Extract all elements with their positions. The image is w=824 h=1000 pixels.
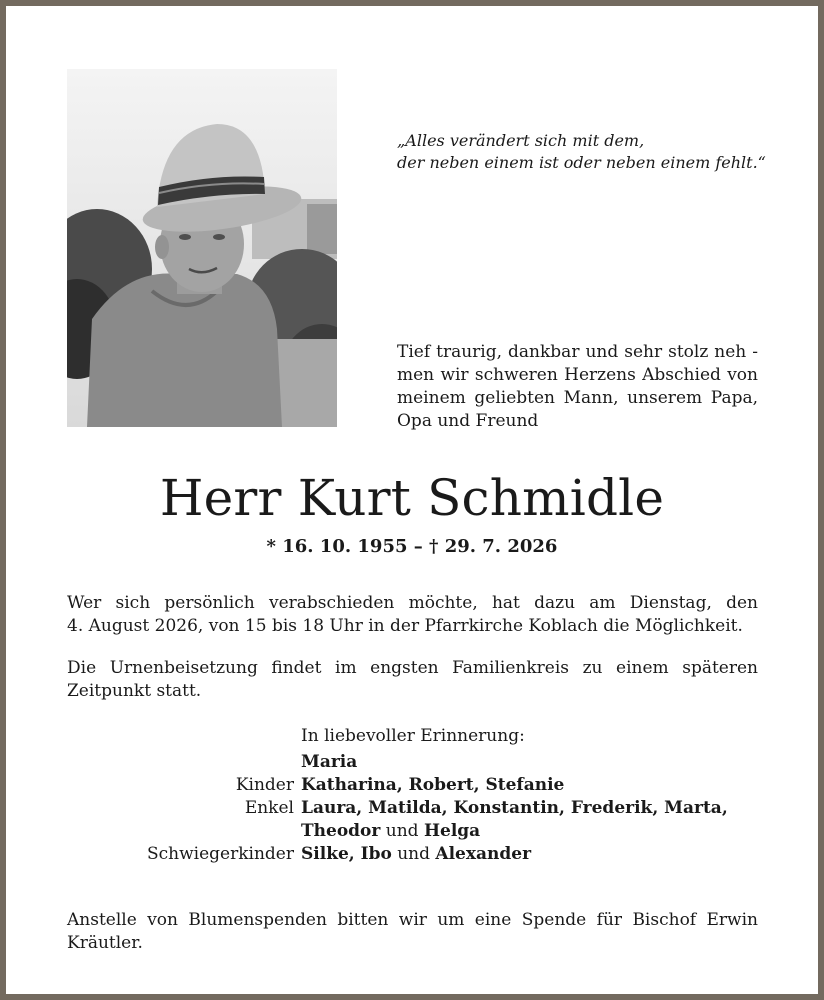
quote: [397, 130, 777, 174]
quote-line-1: „Alles verändert sich mit dem,: [397, 131, 645, 150]
urn-paragraph: [67, 657, 758, 703]
farewell-paragraph: [67, 592, 758, 638]
grandchild-helga: Helga: [423, 821, 481, 841]
quote-line-2: der neben einem ist oder neben einem fehlt.“: [397, 153, 766, 172]
in-laws-names-a: Silke, Ibo: [301, 844, 392, 864]
donation-line-2: Kräutler.: [67, 933, 143, 953]
portrait-photo: [67, 69, 337, 427]
mourner-row-in-laws: [0, 843, 824, 866]
spouse-name: Maria: [301, 752, 358, 772]
portrait-image: [67, 69, 337, 427]
deceased-name: Herr Kurt Schmidle: [159, 469, 665, 527]
mourner-row-children: [0, 774, 824, 797]
children-names: Katharina, Robert, Stefanie: [301, 775, 565, 795]
in-laws-label: Schwiegerkinder: [147, 844, 294, 864]
in-laws-names: [301, 843, 531, 866]
urn-line-2: Zeitpunkt statt.: [67, 681, 202, 701]
farewell-line-2: 4. August 2026, von 15 bis 18 Uhr in der Pfarrkirche Koblach die Möglichkeit.: [67, 616, 743, 636]
donation-paragraph: [67, 909, 758, 955]
and-word: und: [385, 821, 419, 841]
mourner-row-grandchildren: [0, 797, 824, 820]
mourner-row-spouse: [0, 751, 824, 774]
grandchildren-label: Enkel: [244, 798, 294, 818]
memory-intro: In liebevoller Erinnerung:: [301, 726, 525, 746]
in-law-alexander: Alexander: [435, 844, 532, 864]
children-label: Kinder: [235, 775, 294, 795]
grandchild-theodor: Theodor: [301, 821, 381, 841]
intro-text: Tief traurig, dankbar und sehr stolz neh - men wir schweren Herzens Abschied von meinem geliebten Mann, unserem Papa, Opa und Freund: [397, 342, 758, 431]
mourner-row-grandchildren-2: [0, 820, 824, 843]
donation-line-1: Anstelle von Blumenspenden bitten wir um eine Spende für Bischof Erwin: [67, 910, 758, 930]
grandchildren-names-line-2: [301, 820, 480, 843]
and-word: und: [397, 844, 430, 864]
urn-line-1: Die Urnenbeisetzung findet im engsten Familienkreis zu einem späteren: [67, 658, 758, 678]
farewell-line-1: Wer sich persönlich verabschieden möchte, hat dazu am Dienstag, den: [67, 593, 758, 613]
life-dates: * 16. 10. 1955 – † 29. 7. 2026: [266, 536, 558, 557]
grandchildren-names-line-1: Laura, Matilda, Konstantin, Frederik, Marta,: [301, 798, 728, 818]
